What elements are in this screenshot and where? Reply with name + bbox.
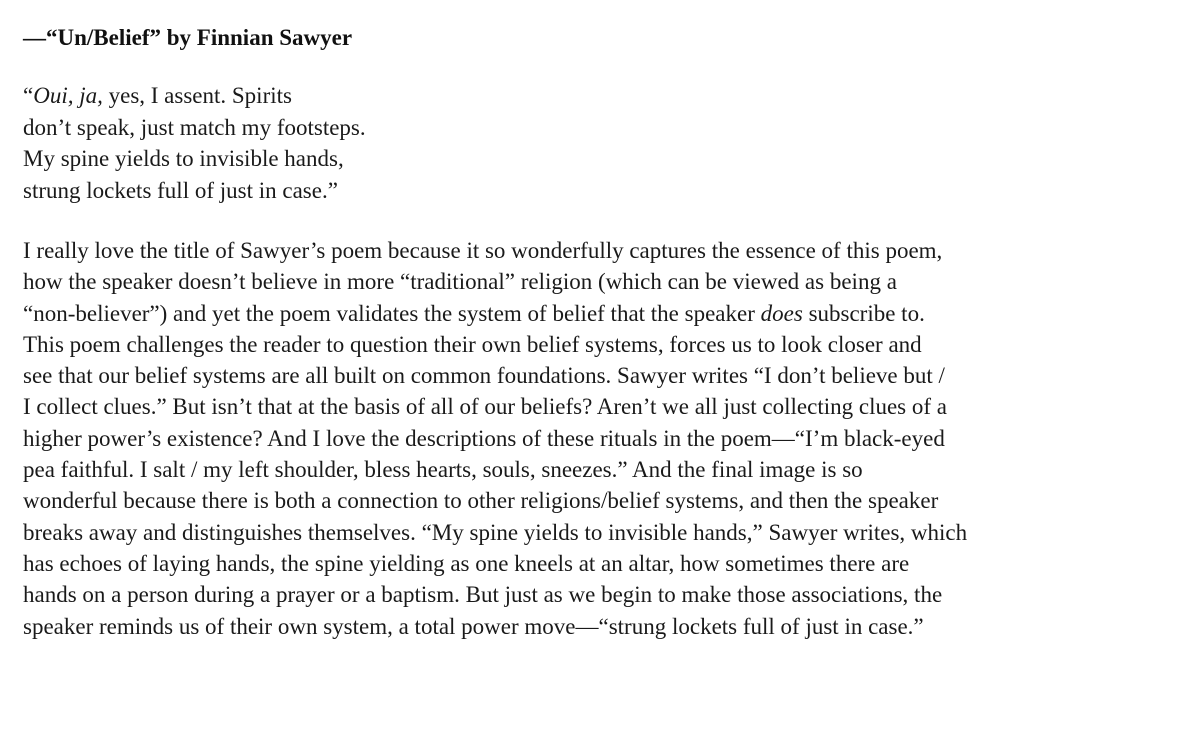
poem-line-1-italic: Oui, ja, [33, 83, 103, 108]
commentary-line: breaks away and distinguishes themselves. “My spine yields to invisible hands,” Sawyer writes, which [23, 519, 968, 545]
commentary-line: I really love the title of Sawyer’s poem because it so wonderfully captures the essence of this poem, [23, 238, 943, 263]
emphasis-does: does [760, 300, 803, 326]
poem-line-1: “Oui, ja, yes, I assent. Spirits [23, 83, 292, 108]
poem-excerpt [23, 80, 1193, 206]
commentary-line: see that our belief systems are all built on common foundations. Sawyer writes “I don’t believe but / [23, 363, 945, 389]
commentary-line: pea faithful. I salt / my left shoulder, bless hearts, souls, sneezes.” And the final image is so [23, 457, 863, 483]
commentary-line: I collect clues.” But isn’t that at the basis of all of our beliefs? Aren’t we all just collecting clues of a [23, 394, 947, 420]
commentary-line: wonderful because there is both a connection to other religions/belief systems, and then the speaker [23, 488, 939, 514]
commentary-line: higher power’s existence? And I love the descriptions of these rituals in the poem—“I’m black-eyed [23, 425, 945, 451]
poem-line-3: My spine yields to invisible hands, [23, 146, 344, 171]
commentary-line: has echoes of laying hands, the spine yielding as one kneels at an altar, how sometimes there are [23, 550, 910, 576]
poem-line-2: don’t speak, just match my footsteps. [23, 114, 366, 140]
commentary-line: This poem challenges the reader to question their own belief systems, forces us to look closer and [23, 331, 922, 357]
commentary-line: hands on a person during a prayer or a baptism. But just as we begin to make those associations, the [23, 582, 943, 608]
commentary-line: “non-believer”) and yet the poem validates the system of belief that the speaker does subscribe to. [23, 300, 925, 326]
poem-title-heading: —“Un/Belief” by Finnian Sawyer [23, 25, 353, 50]
commentary-line: speaker reminds us of their own system, a total power move—“strung lockets full of just in case.” [23, 613, 924, 639]
commentary-paragraph [23, 235, 1193, 642]
document-page [23, 22, 1193, 642]
poem-line-4: strung lockets full of just in case.” [23, 177, 338, 203]
commentary-line: how the speaker doesn’t believe in more “traditional” religion (which can be viewed as being a [23, 269, 897, 295]
